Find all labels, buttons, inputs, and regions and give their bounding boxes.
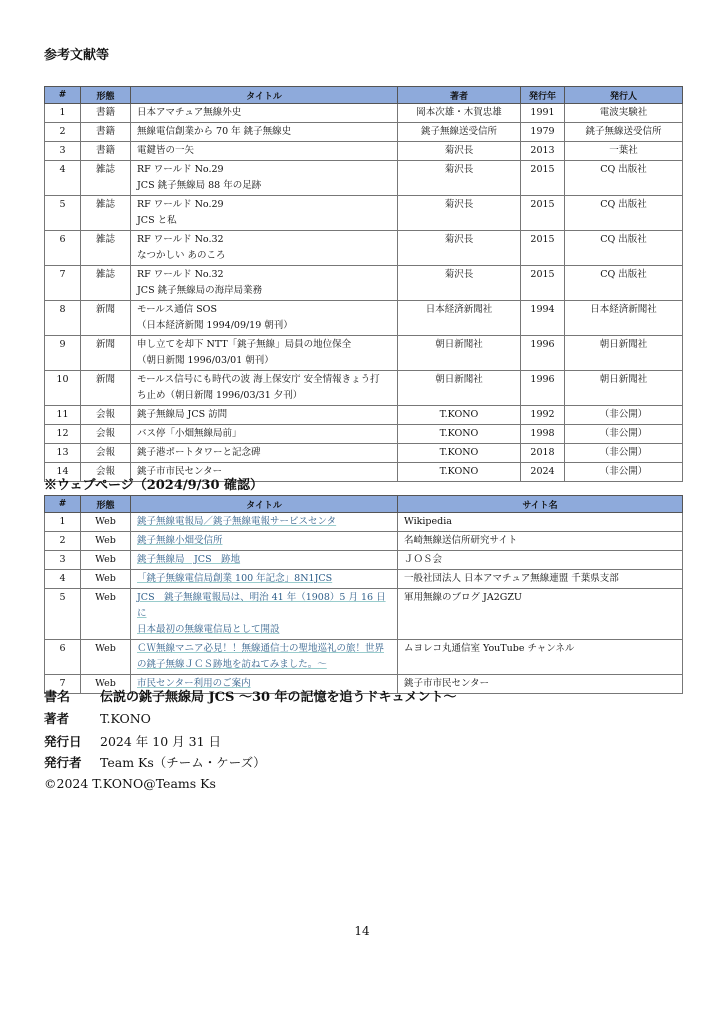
- col-header: 形態: [81, 496, 131, 513]
- table-row: [45, 336, 683, 371]
- year-cell: 2024: [521, 463, 565, 482]
- row-number: 5: [45, 196, 81, 231]
- year-cell: 1979: [521, 123, 565, 142]
- web-link[interactable]: の銚子無線ＪＣＳ跡地を訪ねてみました。～: [137, 659, 327, 670]
- table-row: [45, 513, 683, 532]
- table-header-row: [45, 87, 683, 104]
- row-number: 4: [45, 570, 81, 589]
- author-cell: 日本経済新聞社: [398, 301, 521, 336]
- row-number: 9: [45, 336, 81, 371]
- web-link[interactable]: 日本最初の無線電信局として開設: [137, 624, 280, 635]
- web-table: [44, 495, 683, 694]
- publisher-cell: 一葉社: [565, 142, 683, 161]
- site-name-cell: 銚子市市民センター: [398, 675, 683, 694]
- title-line: ち止め（朝日新聞 1996/03/31 夕刊）: [137, 390, 303, 401]
- table-row: [45, 104, 683, 123]
- publisher-cell: （非公開）: [565, 463, 683, 482]
- title-line: RF ワールド No.29: [137, 199, 224, 210]
- table-row: [45, 406, 683, 425]
- title-cell: [131, 425, 398, 444]
- row-number: 1: [45, 104, 81, 123]
- row-number: 14: [45, 463, 81, 482]
- row-number: 3: [45, 551, 81, 570]
- table-row: [45, 444, 683, 463]
- title-cell: [131, 123, 398, 142]
- label: 著者: [44, 711, 70, 726]
- label: 発行日: [44, 734, 82, 749]
- row-number: 7: [45, 675, 81, 694]
- year-cell: 1996: [521, 336, 565, 371]
- year-cell: 2015: [521, 231, 565, 266]
- type-cell: Web: [81, 589, 131, 640]
- title-cell: [131, 161, 398, 196]
- title-cell: [131, 444, 398, 463]
- title-line: JCS と私: [137, 215, 177, 226]
- author-cell: 朝日新聞社: [398, 336, 521, 371]
- page-number: 14: [354, 924, 370, 938]
- col-header: 発行人: [565, 87, 683, 104]
- table-row: [45, 371, 683, 406]
- year-cell: 1996: [521, 371, 565, 406]
- row-number: 5: [45, 589, 81, 640]
- type-cell: Web: [81, 551, 131, 570]
- type-cell: 雑誌: [81, 161, 131, 196]
- type-cell: Web: [81, 532, 131, 551]
- publisher-cell: 朝日新聞社: [565, 371, 683, 406]
- title-line: JCS 銚子無線局の海岸局業務: [137, 285, 263, 296]
- title-line: （朝日新聞 1996/03/01 朝刊）: [137, 355, 274, 366]
- title-cell: [131, 336, 398, 371]
- row-number: 2: [45, 123, 81, 142]
- title-line: 電鍵皆の一矢: [137, 145, 195, 156]
- type-cell: 書籍: [81, 104, 131, 123]
- year-cell: 2018: [521, 444, 565, 463]
- type-cell: Web: [81, 640, 131, 675]
- table-row: [45, 231, 683, 266]
- table-row: [45, 551, 683, 570]
- title-line: RF ワールド No.32: [137, 234, 224, 245]
- web-link[interactable]: 銚子無線小畑受信所: [137, 535, 223, 546]
- colophon-publisher: [44, 753, 266, 771]
- type-cell: 書籍: [81, 142, 131, 161]
- table-row: [45, 123, 683, 142]
- author: T.KONO: [100, 711, 151, 726]
- row-number: 6: [45, 640, 81, 675]
- title-cell: [131, 196, 398, 231]
- author-cell: T.KONO: [398, 444, 521, 463]
- year-cell: 2013: [521, 142, 565, 161]
- title-line: 銚子無線局 JCS 訪問: [137, 409, 228, 420]
- type-cell: 雑誌: [81, 266, 131, 301]
- type-cell: 新聞: [81, 371, 131, 406]
- label: 書名: [44, 690, 71, 705]
- title-cell: [131, 301, 398, 336]
- title-cell: [131, 513, 398, 532]
- web-link[interactable]: 銚子無線電報局／銚子無線電報サービスセンタ: [137, 516, 337, 527]
- type-cell: 会報: [81, 406, 131, 425]
- publisher-cell: 銚子無線送受信所: [565, 123, 683, 142]
- publisher: Team Ks（チーム・ケーズ）: [100, 755, 266, 770]
- type-cell: 雑誌: [81, 231, 131, 266]
- year-cell: 2015: [521, 161, 565, 196]
- col-header: タイトル: [131, 87, 398, 104]
- title-line: 申し立てを却下 NTT「銚子無線」局員の地位保全: [137, 339, 352, 350]
- web-heading: ※ウェブページ（2024/9/30 確認）: [44, 478, 264, 493]
- title-line: RF ワールド No.29: [137, 164, 224, 175]
- type-cell: 会報: [81, 463, 131, 482]
- publisher-cell: （非公開）: [565, 425, 683, 444]
- title-cell: [131, 532, 398, 551]
- publisher-cell: 朝日新聞社: [565, 336, 683, 371]
- type-cell: 会報: [81, 425, 131, 444]
- colophon-date: [44, 732, 221, 750]
- title-line: バス停「小畑無線局前」: [137, 428, 242, 439]
- publisher-cell: CQ 出版社: [565, 266, 683, 301]
- col-header: #: [45, 496, 81, 513]
- table-row: [45, 142, 683, 161]
- publisher-cell: CQ 出版社: [565, 161, 683, 196]
- year-cell: 2015: [521, 196, 565, 231]
- title-line: RF ワールド No.32: [137, 269, 224, 280]
- type-cell: 書籍: [81, 123, 131, 142]
- table-row: [45, 532, 683, 551]
- table-row: [45, 161, 683, 196]
- row-number: 7: [45, 266, 81, 301]
- row-number: 10: [45, 371, 81, 406]
- title-cell: [131, 266, 398, 301]
- title-line: 無線電信創業から 70 年 銚子無線史: [137, 126, 292, 137]
- table-row: [45, 570, 683, 589]
- publisher-cell: （非公開）: [565, 444, 683, 463]
- web-link[interactable]: 市民センター利用のご案内: [137, 678, 251, 689]
- row-number: 4: [45, 161, 81, 196]
- site-name-cell: 軍用無線のブログ JA2GZU: [398, 589, 683, 640]
- label: 発行者: [44, 755, 82, 770]
- row-number: 11: [45, 406, 81, 425]
- table-header-row: [45, 496, 683, 513]
- page-heading: 参考文献等: [44, 48, 110, 63]
- references-table: [44, 86, 683, 482]
- colophon-title: [44, 686, 457, 705]
- title-line: モールス信号にも時代の波 海上保安庁 安全情報きょう打: [137, 374, 380, 385]
- site-name-cell: ＪＯＳ会: [398, 551, 683, 570]
- author-cell: 岡本次雄・木賀忠雄: [398, 104, 521, 123]
- title-line: JCS 銚子無線局 88 年の足跡: [137, 180, 262, 191]
- site-name-cell: 名崎無線送信所研究サイト: [398, 532, 683, 551]
- type-cell: 新聞: [81, 336, 131, 371]
- table-row: [45, 589, 683, 640]
- author-cell: T.KONO: [398, 406, 521, 425]
- site-name-cell: 一般社団法人 日本アマチュア無線連盟 千葉県支部: [398, 570, 683, 589]
- web-link[interactable]: JCS 銚子無線電報局は、明治 41 年（1908）5 月 16 日に: [137, 592, 386, 619]
- author-cell: 菊沢長: [398, 196, 521, 231]
- title-line: 銚子市市民センター: [137, 466, 223, 477]
- title-cell: [131, 406, 398, 425]
- title-cell: [131, 142, 398, 161]
- author-cell: 朝日新聞社: [398, 371, 521, 406]
- title-line: （日本経済新聞 1994/09/19 朝刊）: [137, 320, 293, 331]
- year-cell: 1994: [521, 301, 565, 336]
- date: 2024 年 10 月 31 日: [100, 734, 221, 749]
- row-number: 8: [45, 301, 81, 336]
- row-number: 2: [45, 532, 81, 551]
- year-cell: 2015: [521, 266, 565, 301]
- title-cell: [131, 104, 398, 123]
- year-cell: 1992: [521, 406, 565, 425]
- author-cell: 菊沢長: [398, 142, 521, 161]
- year-cell: 1991: [521, 104, 565, 123]
- col-header: #: [45, 87, 81, 104]
- row-number: 1: [45, 513, 81, 532]
- web-link[interactable]: 「銚子無線電信局創業 100 年記念」8N1JCS: [137, 573, 333, 584]
- author-cell: 菊沢長: [398, 161, 521, 196]
- publisher-cell: （非公開）: [565, 406, 683, 425]
- author-cell: 菊沢長: [398, 266, 521, 301]
- colophon-author: [44, 709, 151, 727]
- col-header: 発行年: [521, 87, 565, 104]
- col-header: タイトル: [131, 496, 398, 513]
- type-cell: 新聞: [81, 301, 131, 336]
- row-number: 3: [45, 142, 81, 161]
- author-cell: T.KONO: [398, 425, 521, 444]
- web-link[interactable]: 銚子無線局 JCS 跡地: [137, 554, 241, 565]
- col-header: 形態: [81, 87, 131, 104]
- table-row: [45, 640, 683, 675]
- col-header: サイト名: [398, 496, 683, 513]
- row-number: 6: [45, 231, 81, 266]
- author-cell: T.KONO: [398, 463, 521, 482]
- title-cell: [131, 640, 398, 675]
- table-row: [45, 301, 683, 336]
- title-line: 銚子港ポートタワーと記念碑: [137, 447, 261, 458]
- book-title: 伝説の銚子無線局 JCS ～30 年の記憶を追うドキュメント～: [100, 690, 457, 705]
- table-row: [45, 266, 683, 301]
- site-name-cell: Wikipedia: [398, 513, 683, 532]
- web-link[interactable]: ＣＷ無線マニア必見！！無線通信士の聖地巡礼の旅！世界: [137, 643, 385, 654]
- title-line: なつかしい あのころ: [137, 250, 226, 261]
- col-header: 著者: [398, 87, 521, 104]
- type-cell: Web: [81, 570, 131, 589]
- type-cell: 雑誌: [81, 196, 131, 231]
- title-cell: [131, 570, 398, 589]
- type-cell: 会報: [81, 444, 131, 463]
- publisher-cell: CQ 出版社: [565, 231, 683, 266]
- site-name-cell: ムヨレコ丸通信室 YouTube チャンネル: [398, 640, 683, 675]
- title-cell: [131, 551, 398, 570]
- type-cell: Web: [81, 675, 131, 694]
- row-number: 12: [45, 425, 81, 444]
- title-line: 日本アマチュア無線外史: [137, 107, 242, 118]
- publisher-cell: CQ 出版社: [565, 196, 683, 231]
- row-number: 13: [45, 444, 81, 463]
- publisher-cell: 電波実験社: [565, 104, 683, 123]
- publisher-cell: 日本経済新聞社: [565, 301, 683, 336]
- author-cell: 銚子無線送受信所: [398, 123, 521, 142]
- table-row: [45, 196, 683, 231]
- title-cell: [131, 231, 398, 266]
- title-cell: [131, 589, 398, 640]
- table-row: [45, 425, 683, 444]
- author-cell: 菊沢長: [398, 231, 521, 266]
- year-cell: 1998: [521, 425, 565, 444]
- type-cell: Web: [81, 513, 131, 532]
- title-cell: [131, 371, 398, 406]
- copyright: ©2024 T.KONO@Teams Ks: [44, 776, 216, 791]
- title-line: モールス通信 SOS: [137, 304, 217, 315]
